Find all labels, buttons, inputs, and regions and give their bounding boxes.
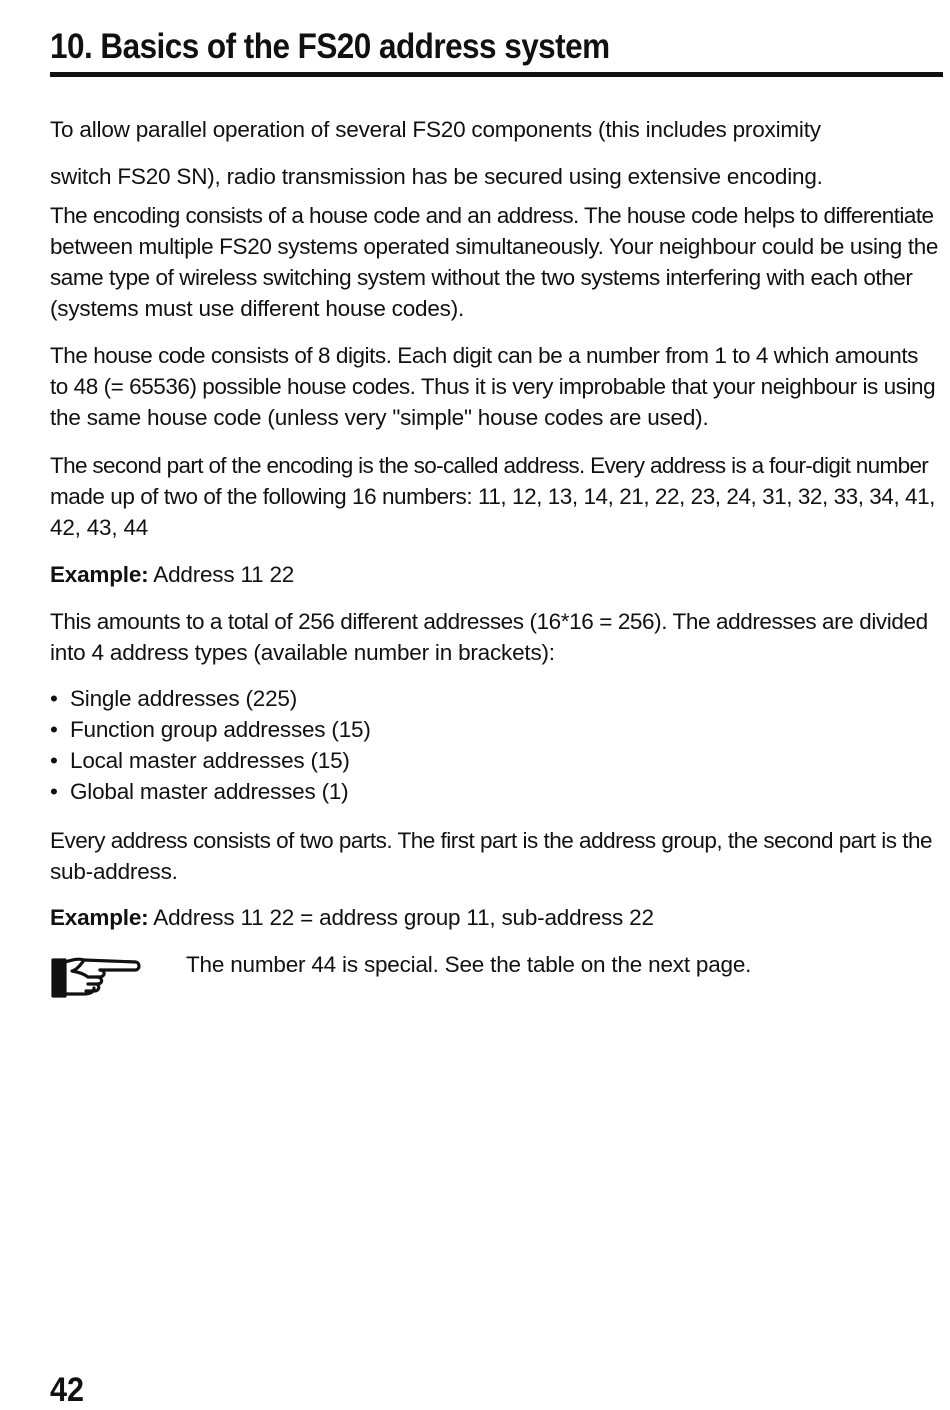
text-line: to 48 (= 65536) possible house codes. Thus it is very improbable that your neighbour is using	[50, 374, 936, 399]
page-number: 42	[50, 1371, 85, 1409]
text-line: To allow parallel operation of several FS20 components (this includes proximity	[50, 117, 821, 142]
encoding-paragraph	[50, 200, 943, 324]
example-line	[50, 902, 943, 933]
list-item-text: Single addresses (225)	[70, 686, 297, 711]
list-item	[50, 683, 943, 714]
text-line: the same house code (unless very "simple" house codes are used).	[50, 405, 709, 430]
bullet-icon: •	[50, 779, 58, 804]
list-item	[50, 776, 943, 807]
note-text: The number 44 is special. See the table on the next page.	[186, 952, 752, 977]
example-line	[50, 559, 943, 590]
address-count-paragraph	[50, 606, 943, 668]
list-item	[50, 714, 943, 745]
text-line: same type of wireless switching system without the two systems interfering with each other	[50, 265, 913, 290]
example-label: Example:	[50, 905, 149, 930]
house-code-paragraph	[50, 340, 943, 433]
list-item-text: Local master addresses (15)	[70, 748, 350, 773]
example-text: Address 11 22 = address group 11, sub-address 22	[148, 905, 654, 930]
example-label: Example:	[50, 562, 149, 587]
text-line: The encoding consists of a house code and an address. The house code helps to differentiate	[50, 203, 934, 228]
example-address	[50, 559, 943, 590]
section-heading: 10. Basics of the FS20 address system	[50, 27, 610, 66]
bullet-icon: •	[50, 717, 58, 742]
text-line: 42, 43, 44	[50, 515, 149, 540]
text-line: The second part of the encoding is the so-called address. Every address is a four-digit number	[50, 453, 929, 478]
address-types-list	[50, 683, 943, 807]
text-line: The house code consists of 8 digits. Each digit can be a number from 1 to 4 which amounts	[50, 343, 918, 368]
heading-rule	[50, 72, 943, 77]
list-item-text: Global master addresses (1)	[70, 779, 349, 804]
text-line: This amounts to a total of 256 different addresses (16*16 = 256). The addresses are divided	[50, 609, 928, 634]
example-text: Address 11 22	[148, 562, 295, 587]
intro-paragraph	[50, 106, 943, 200]
text-line: switch FS20 SN), radio transmission has be secured using extensive encoding.	[50, 164, 823, 189]
list-item	[50, 745, 943, 776]
example-address-group	[50, 902, 943, 933]
pointing-hand-icon	[50, 954, 142, 1002]
text-line: (systems must use different house codes).	[50, 296, 465, 321]
bullet-icon: •	[50, 748, 58, 773]
address-paragraph	[50, 450, 943, 543]
address-parts-paragraph	[50, 825, 943, 887]
text-line: made up of two of the following 16 numbers: 11, 12, 13, 14, 21, 22, 23, 24, 31, 32, 33, 34, 41,	[50, 484, 935, 509]
list-item-text: Function group addresses (15)	[70, 717, 371, 742]
text-line: Every address consists of two parts. The first part is the address group, the second part is the	[50, 828, 933, 853]
text-line: into 4 address types (available number in brackets):	[50, 640, 555, 665]
bullet-icon: •	[50, 686, 58, 711]
text-line: between multiple FS20 systems operated simultaneously. Your neighbour could be using the	[50, 234, 939, 259]
text-line: sub-address.	[50, 859, 178, 884]
